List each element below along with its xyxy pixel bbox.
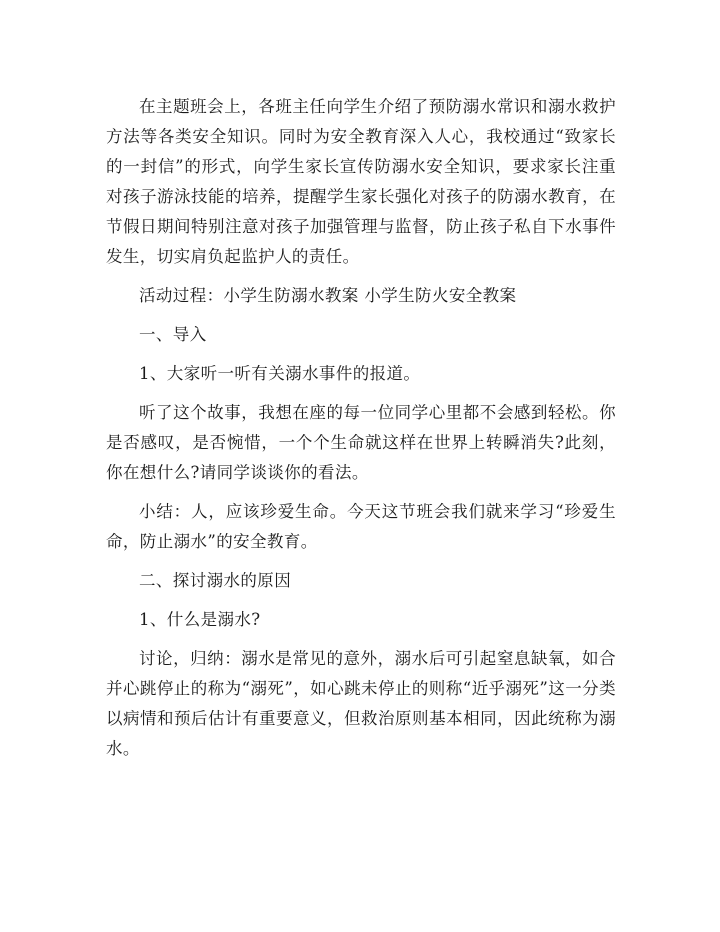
section-heading-intro: 一、导入 — [139, 325, 207, 344]
paragraph-discussion: 讨论，归纳：溺水是常见的意外，溺水后可引起窒息缺氧，如合并心跳停止的称为“溺死”，如心跳未停止的则称“近乎溺死”这一分类以病情和预后估计有重要意义，但救治原则基本相同，因此统称为溺水。 — [106, 649, 616, 758]
paragraph-question: 1、什么是溺水? — [139, 610, 261, 629]
document-body — [106, 92, 616, 773]
section-heading-causes: 二、探讨溺水的原因 — [139, 571, 292, 590]
paragraph-summary: 小结：人，应该珍爱生命。今天这节班会我们就来学习“珍爱生命，防止溺水”的安全教育。 — [106, 502, 616, 551]
paragraph-story-reflection: 听了这个故事，我想在座的每一位同学心里都不会感到轻松。你是否感叹，是否惋惜，一个个生命就这样在世界上转瞬消失?此刻，你在想什么?请同学谈谈你的看法。 — [106, 403, 616, 482]
paragraph-item-1: 1、大家听一听有关溺水事件的报道。 — [139, 364, 421, 383]
paragraph-intro: 在主题班会上，各班主任向学生介绍了预防溺水常识和溺水救护方法等各类安全知识。同时为安全教育深入人心，我校通过“致家长的一封信”的形式，向学生家长宣传防溺水安全知识，要求家长注重对孩子游泳技能的培养，提醒学生家长强化对孩子的防溺水教育，在节假日期间特别注意对孩子加强管理与监督，防止孩子私自下水事件发生，切实肩负起监护人的责任。 — [106, 97, 616, 266]
paragraph-activity-process: 活动过程：小学生防溺水教案 小学生防火安全教案 — [139, 286, 517, 305]
